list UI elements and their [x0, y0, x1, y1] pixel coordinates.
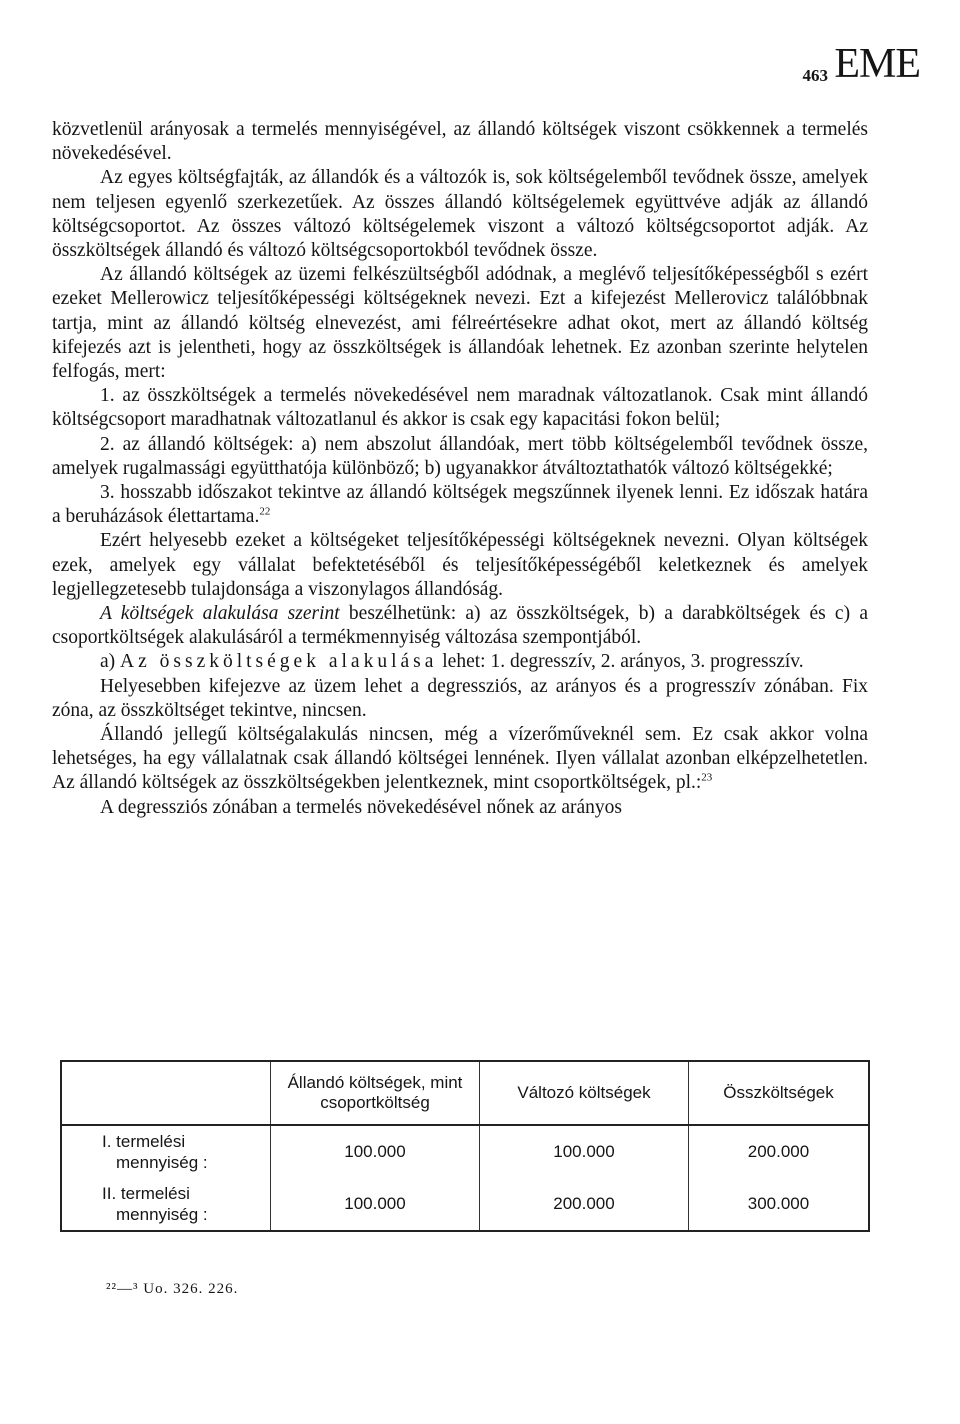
row-label: I. termelési mennyiség :: [61, 1125, 271, 1178]
page-header: [740, 28, 920, 88]
list-item-text: 3. hosszabb időszakot tekintve az állandó költségek megszűnnek ilyenek lenni. Ez időszak határa a beruházások élettartama.: [52, 482, 868, 528]
paragraph: Az állandó költségek az üzemi felkészültségből adódnak, a meglévő teljesítőképességből s ezért ezeket Mellerowicz teljesítőképességi költségeknek nevezi. Ezt a kifejezést Mellerovicz találóbbnak tartja, mint az állandó költség elnevezést, ami félreértésekre adhat okot, mert az állandó költség kifejezés azt is jelentheti, hogy az összköltségek is állandóak lehetnek. Ez azonban szerinte helytelen felfogás, mert:: [52, 264, 868, 383]
paragraph: [52, 602, 868, 650]
table-cell: 100.000: [271, 1125, 480, 1178]
paragraph: Az egyes költségfajták, az állandók és a változók is, sok költségelemből tevődnek össze, amelyek nem teljesen egyenlő szerkezetűek. Az összes állandó költségelemek együttvéve adják az állandó költségcsoportot. Az összes változó költségelemek viszont a változó költségcsoportot adják. Az összköltségek állandó és változó költségcsoportokból tevődnek össze.: [52, 167, 868, 262]
row-label: II. termelési mennyiség :: [61, 1178, 271, 1231]
publisher-logo: EME: [834, 41, 920, 87]
table-header: Változó költségek: [480, 1061, 689, 1125]
paragraph: Ezért helyesebb ezeket a költségeket teljesítőképességi költségeknek nevezni. Olyan költségek ezek, amelyek egy vállalat befektetéséből és teljesítőképességéből keletkeznek és amelyek legjellegzetesebb tulajdonsága a viszonylagos állandóság.: [52, 530, 868, 600]
spaced-phrase: Az összköltségek alakulása: [120, 651, 438, 673]
table-header-row: [61, 1061, 869, 1125]
body-text: [52, 118, 868, 820]
paragraph-text: lehet: 1. degresszív, 2. arányos, 3. progresszív.: [437, 651, 804, 673]
table-header: Összköltségek: [689, 1061, 870, 1125]
paragraph-text: beszélhetünk: a) az összköltségek, b) a darabköltségek és c) a csoportköltségek alakulásáról a termékmennyiség változása szempontjából.: [52, 603, 868, 649]
italic-phrase: A költségek alakulása szerint: [100, 603, 340, 625]
paragraph-text: a): [100, 651, 121, 673]
list-item: [52, 481, 868, 529]
paragraph: A degressziós zónában a termelés növekedésével nőnek az arányos: [100, 796, 622, 818]
footnote-ref: 23: [701, 771, 713, 784]
footnote: ²²—³ Uo. 326. 226.: [106, 1281, 239, 1297]
table-row: [61, 1178, 869, 1231]
table-cell: 200.000: [480, 1178, 689, 1231]
paragraph: [52, 723, 868, 796]
footnote-ref: 22: [259, 505, 271, 518]
page-number: 463: [802, 66, 828, 85]
cost-table: [60, 1060, 870, 1232]
paragraph: közvetlenül arányosak a termelés mennyiségével, az állandó költségek viszont csökkennek a termelés növekedésével.: [52, 119, 868, 165]
list-item: 1. az összköltségek a termelés növekedésével nem maradnak változatlanok. Csak mint állandó költségcsoport maradhatnak változatlanul és akkor is csak egy kapacitási fokon belül;: [52, 385, 868, 431]
paragraph: [52, 650, 868, 674]
table-cell: 100.000: [480, 1125, 689, 1178]
table-row: [61, 1125, 869, 1178]
table-header: Állandó költségek, mint csoportköltség: [271, 1061, 480, 1125]
table-cell: 300.000: [689, 1178, 870, 1231]
paragraph-text: Állandó jellegű költségalakulás nincsen, még a vízerőműveknél sem. Ez csak akkor volna lehetséges, ha egy vállalatnak csak állandó költségei lennének. Ilyen vállalat azonban elképzelhetetlen. Az állandó költségek az összköltségekben jelentkeznek, mint csoportköltségek, pl.:: [52, 724, 868, 794]
list-item: 2. az állandó költségek: a) nem abszolut állandóak, mert több költségelemből tevődnek össze, amelyek rugalmassági együtthatója különböző; b) ugyanakkor átváltoztathatók változó költségekké;: [52, 433, 868, 479]
paragraph: Helyesebben kifejezve az üzem lehet a degressziós, az arányos és a progresszív zónában. Fix zóna, az összköltséget tekintve, nincsen.: [52, 675, 868, 721]
table-cell: 100.000: [271, 1178, 480, 1231]
table-header: [61, 1061, 271, 1125]
table-cell: 200.000: [689, 1125, 870, 1178]
